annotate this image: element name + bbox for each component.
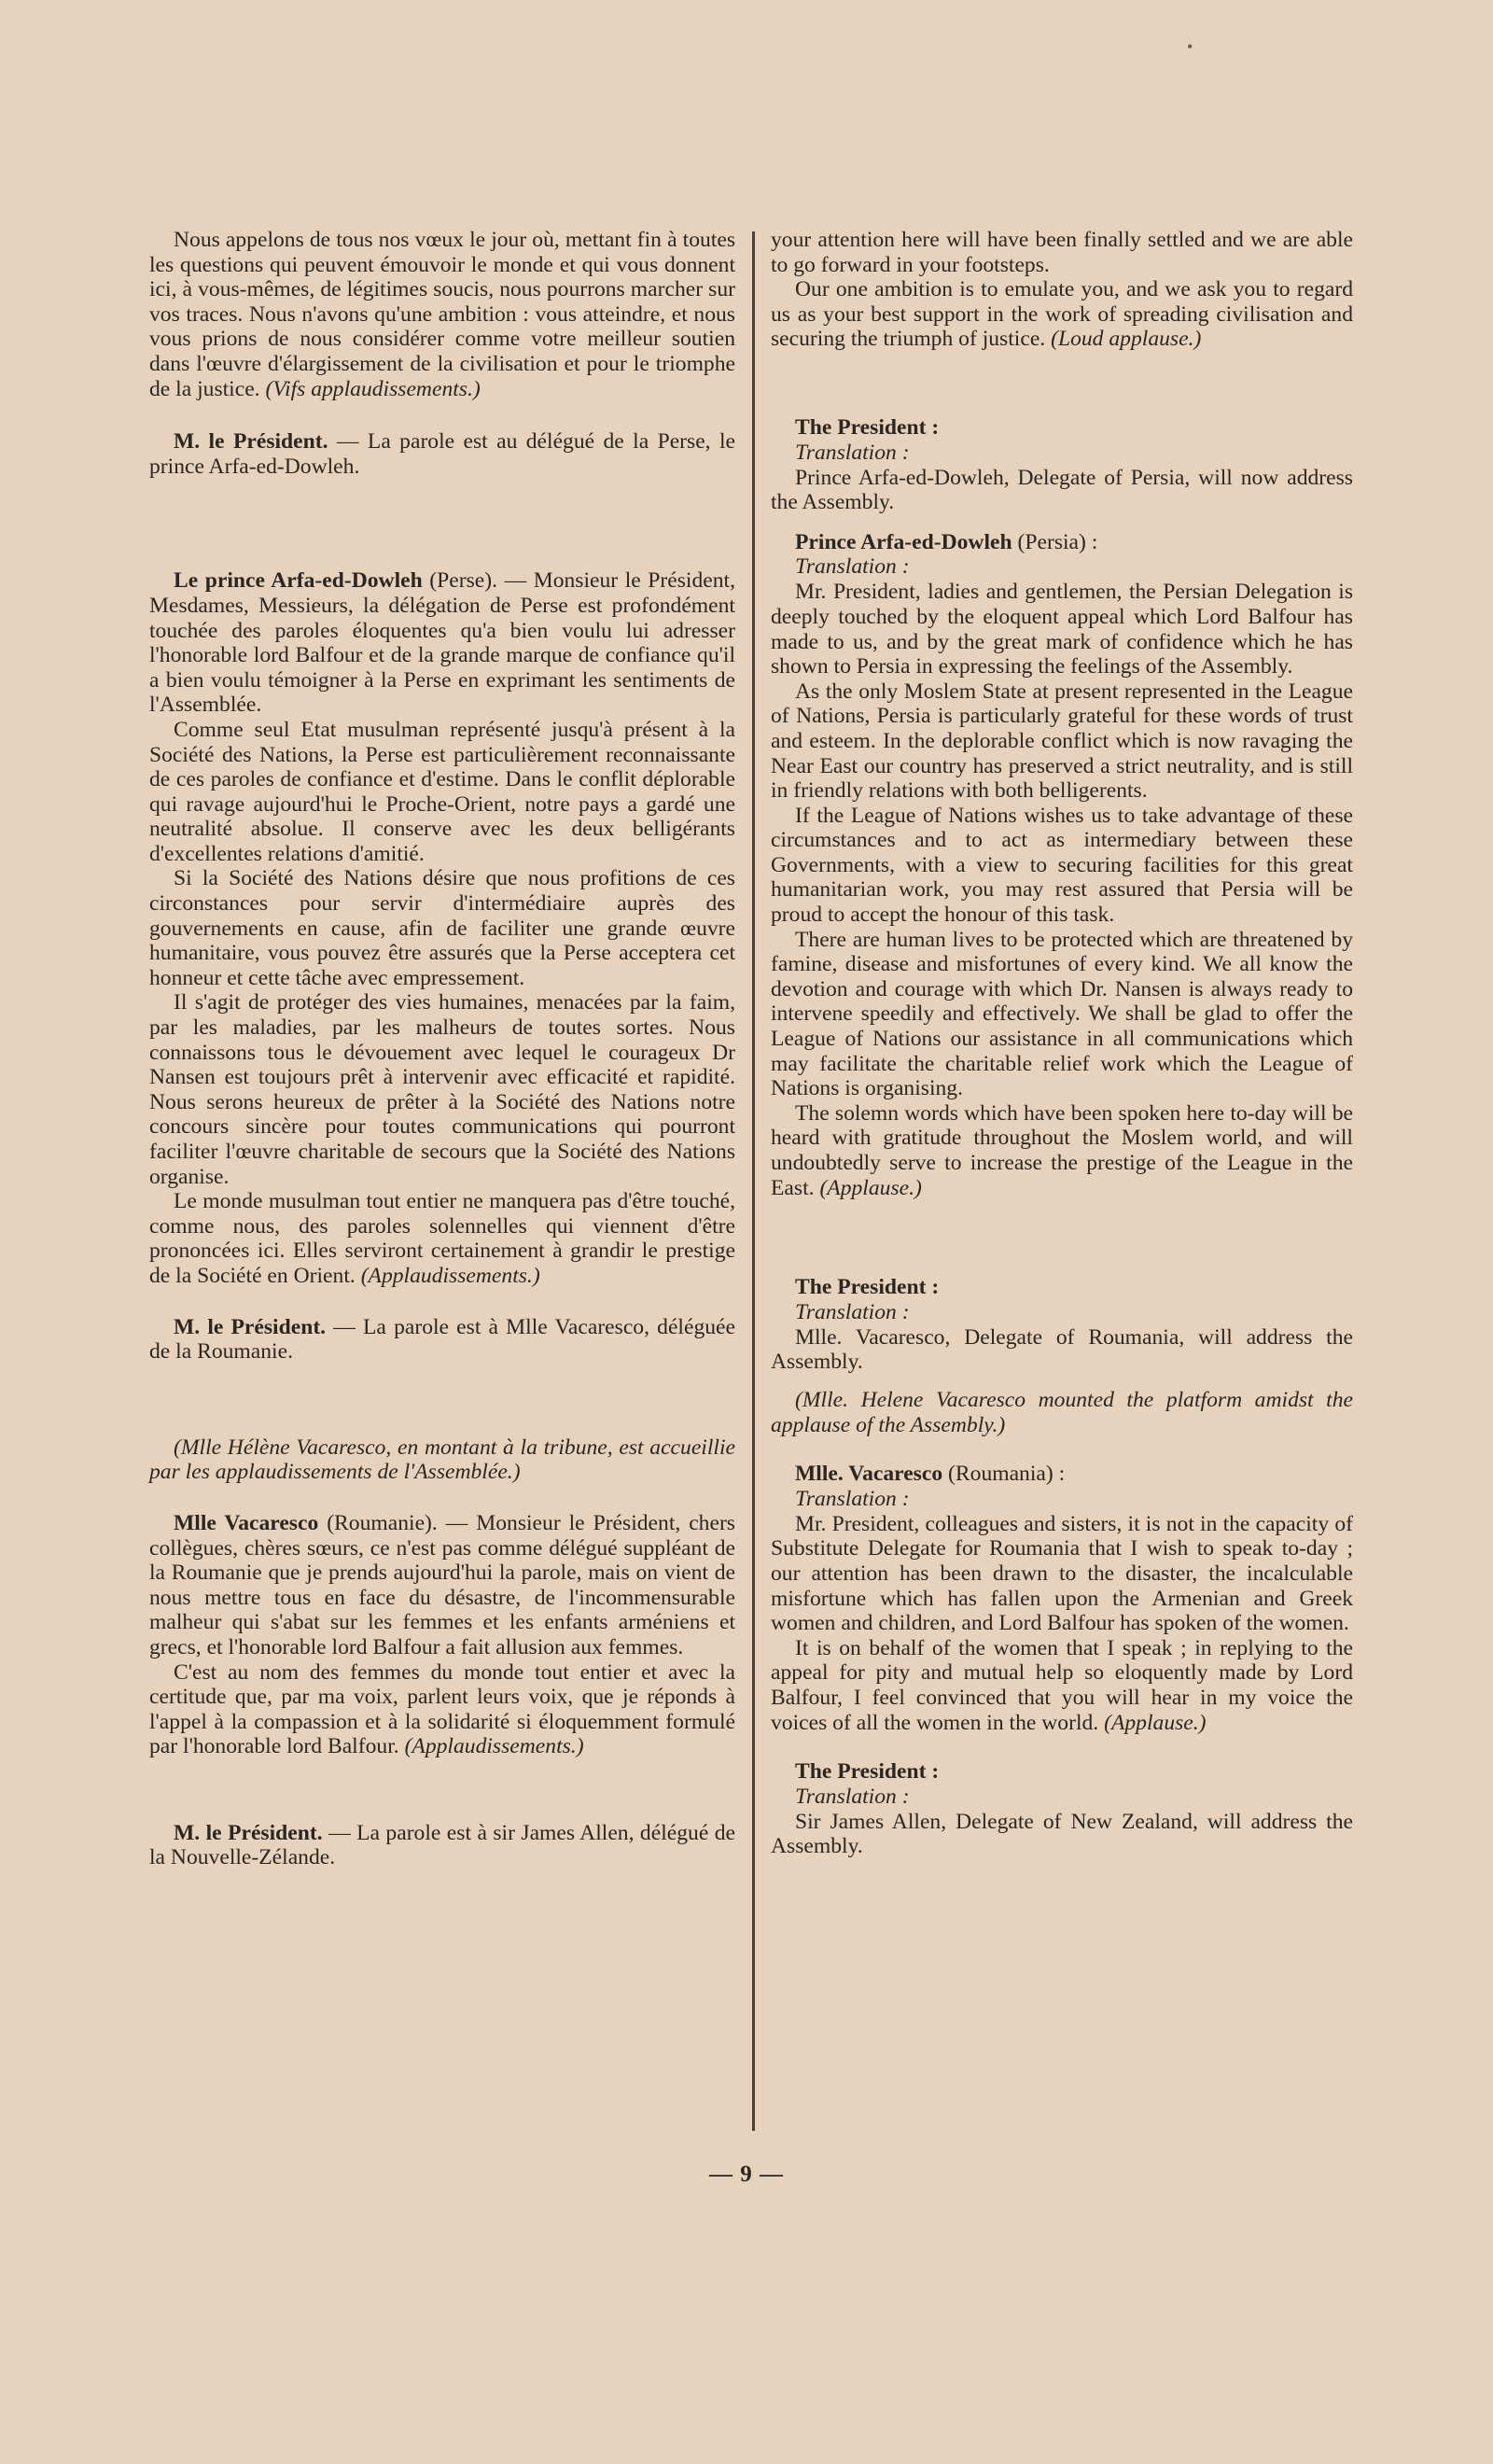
- fr-stage-direction-block: [149, 1435, 735, 1485]
- en-speech-paragraph: Mr. President, ladies and gentlemen, the Persian Delegation is deeply touched by the eloquent appeal which Lord Balfour has made to us, and by the great mark of confidence which he has shown to Persia in expressing the feelings of the Assembly.: [771, 580, 1353, 679]
- en-speaker: Prince Arfa-ed-Dowleh: [795, 529, 1012, 554]
- english-column: [771, 228, 1353, 1859]
- en-country: (Persia) :: [1017, 529, 1098, 554]
- en-speaker: The President :: [795, 1759, 940, 1785]
- en-speech-paragraph: There are human lives to be protected which are threatened by famine, disease and misfortunes of every kind. We all know the devotion and courage with which Dr. Nansen is always ready to intervene speedily and effectively. We shall be glad to offer the League of Nations our assistance in all communications which may facilitate the charitable relief work which the League of Nations is organising.: [771, 927, 1353, 1101]
- en-applause: (Applause.): [1104, 1710, 1207, 1735]
- en-speech-paragraph: The solemn words which have been spoken here to-day will be heard with gratitude throughout the Moslem world, and will undoubtedly serve to increase the prestige of the League in the East.: [771, 1100, 1353, 1200]
- fr-president-text: — La parole est au délégué de la Perse, le prince Arfa-ed-Dowleh.: [149, 429, 735, 479]
- en-paragraph-closing: [771, 228, 1353, 352]
- en-president-new-zealand: [771, 1759, 1353, 1859]
- en-speech-paragraph: If the League of Nations wishes us to take advantage of these circumstances and to act as intermediary between these Governments, with a view to securing facilities for this great humanitarian work, you may rest assured that Persia will be proud to accept the honour of this task.: [771, 803, 1353, 928]
- en-translation-label: Translation :: [795, 1486, 910, 1511]
- fr-speech-paragraph: Il s'agit de protéger des vies humaines, menacées par la faim, par les maladies, par les malheurs de toutes sortes. Nous connaissons tous le dévouement avec lequel le courageux Dr Nansen est toujours prêt à intervenir avec efficacité et rapidité. Nous serons heureux de prêter à la Société des Nations notre concours sincère pour toutes communications qui pourront faciliter l'œuvre charitable de secours que la Société des Nations organise.: [149, 990, 735, 1189]
- fr-president-text: — La parole est à Mlle Vacaresco, déléguée de la Roumanie.: [149, 1314, 735, 1365]
- fr-p1-text: Nous appelons de tous nos vœux le jour où, mettant fin à toutes les questions qui peuvent émouvoir le monde et qui vous donnent ici, à vous-mêmes, de légitimes soucis, nous pourrons marcher sur vos traces. Nous n'avons qu'une ambition : vous atteindre, et nous vous prions de nous considérer comme votre meilleur soutien dans l'œuvre d'élargissement de la civilisation et pour le triomphe de la justice.: [149, 228, 735, 401]
- en-president-text: Mlle. Vacaresco, Delegate of Roumania, will address the Assembly.: [771, 1324, 1353, 1375]
- fr-speech-text: (Perse). — Monsieur le Président, Mesdames, Messieurs, la délégation de Perse est profondément touchée des paroles éloquentes qu'a bien voulu lui adresser l'honorable lord Balfour et de la grande marque de confiance qu'il a bien voulu témoigner à la Perse en exprimant les sentiments de l'Assemblée.: [149, 568, 735, 718]
- en-stage-direction: (Mlle. Helene Vacaresco mounted the platform amidst the applause of the Assembly.): [771, 1387, 1353, 1437]
- en-president-roumania: [771, 1275, 1353, 1375]
- fr-applause: (Applaudissements.): [360, 1263, 540, 1288]
- fr-president-persia: [149, 429, 735, 479]
- fr-president-text: — La parole est à sir James Allen, délégué de la Nouvelle-Zélande.: [149, 1820, 735, 1870]
- en-p1-applause: (Loud applause.): [1051, 327, 1202, 352]
- fr-persia-speech: [149, 568, 735, 1288]
- en-translation-label: Translation :: [795, 1299, 910, 1324]
- en-president-text: Prince Arfa-ed-Dowleh, Delegate of Persia, will now address the Assembly.: [771, 465, 1353, 515]
- en-vacaresco-speech: [771, 1462, 1353, 1735]
- fr-p1-applause: (Vifs applaudissements.): [265, 376, 481, 401]
- en-country: (Roumania) :: [948, 1462, 1066, 1487]
- en-p1b-text: Our one ambition is to emulate you, and we ask you to regard us as your best support in the work of spreading civilisation and securing the triumph of justice.: [771, 277, 1353, 352]
- en-stage-direction-block: [771, 1388, 1353, 1437]
- en-speaker: The President :: [795, 1275, 940, 1300]
- en-translation-label: Translation :: [795, 440, 910, 465]
- fr-president-roumania: [149, 1315, 735, 1365]
- fr-speaker: M. le Président.: [174, 429, 328, 455]
- en-president-text: Sir James Allen, Delegate of New Zealand, will address the Assembly.: [771, 1809, 1353, 1859]
- en-applause: (Applause.): [819, 1175, 922, 1200]
- column-divider: [752, 231, 755, 2131]
- fr-speaker: Le prince Arfa-ed-Dowleh: [174, 568, 423, 594]
- en-persia-speech: [771, 530, 1353, 1200]
- french-column: [149, 228, 735, 1870]
- en-speech-paragraph: It is on behalf of the women that I speak ; in replying to the appeal for pity and mutual help so eloquently made by Lord Balfour, I feel convinced that you will hear in my voice the voices of all the women in the world.: [771, 1635, 1353, 1735]
- fr-speaker: M. le Président.: [174, 1820, 323, 1845]
- en-speech-paragraph: As the only Moslem State at present represented in the League of Nations, Persia is particularly grateful for these words of trust and esteem. In the deplorable conflict which is now ravaging the Near East our country has preserved a strict neutrality, and is still in friendly relations with both belligerents.: [771, 679, 1353, 804]
- fr-speech-paragraph: C'est au nom des femmes du monde tout entier et avec la certitude que, par ma voix, parlent leurs voix, que je réponds à l'appel à la compassion et à la solidarité si éloquemment formulé par l'honorable lord Balfour.: [149, 1659, 735, 1759]
- en-translation-label: Translation :: [795, 554, 910, 580]
- fr-vacaresco-speech: [149, 1511, 735, 1759]
- fr-stage-direction: (Mlle Hélène Vacaresco, en montant à la tribune, est accueillie par les applaudissements de l'Assemblée.): [149, 1435, 735, 1485]
- margin-mark: •: [1187, 37, 1193, 56]
- fr-speech-paragraph: Comme seul Etat musulman représenté jusqu'à présent à la Société des Nations, la Perse est particulièrement reconnaissante de ces paroles de confiance et d'estime. Dans le conflit déplorable qui ravage aujourd'hui le Proche-Orient, notre pays a gardé une neutralité absolue. Il conserve avec les deux belligérants d'excellentes relations d'amitié.: [149, 717, 735, 866]
- fr-speaker: Mlle Vacaresco: [174, 1510, 319, 1535]
- fr-speaker: M. le Président.: [174, 1314, 327, 1339]
- en-p1-text: your attention here will have been finally settled and we are able to go forward in your footsteps.: [771, 228, 1353, 277]
- en-speech-paragraph: Mr. President, colleagues and sisters, it is not in the capacity of Substitute Delegate for Roumania that I wish to speak to-day ; our attention has been drawn to the disaster, the incalculable misfortune which has fallen upon the Armenian and Greek women and children, and Lord Balfour has spoken of the women.: [771, 1511, 1353, 1636]
- fr-speech-text: (Roumanie). — Monsieur le Président, chers collègues, chères sœurs, ce n'est pas comme délégué suppléant de la Roumanie que je prends aujourd'hui la parole, mais on vient de nous mettre tous en face du désastre, de l'incommensurable malheur qui s'abat sur les femmes et les enfants arméniens et grecs, et l'honorable lord Balfour a fait allusion aux femmes.: [149, 1510, 735, 1659]
- fr-president-new-zealand: [149, 1821, 735, 1870]
- fr-speech-paragraph: Le monde musulman tout entier ne manquera pas d'être touché, comme nous, des paroles solennelles qui viennent d'être prononcées ici. Elles serviront certainement à grandir le prestige de la Société en Orient.: [149, 1189, 735, 1288]
- fr-paragraph-closing: [149, 228, 735, 401]
- en-president-persia: [771, 415, 1353, 515]
- fr-applause: (Applaudissements.): [404, 1734, 584, 1759]
- en-speaker: Mlle. Vacaresco: [795, 1462, 943, 1487]
- fr-speech-paragraph: Si la Société des Nations désire que nous profitions de ces circonstances pour servir d'intermédiaire auprès des gouvernements en cause, afin de faciliter une grande œuvre humanitaire, vous pouvez être assurés que la Perse acceptera cet honneur et cette tâche avec empressement.: [149, 866, 735, 990]
- en-speaker: The President :: [795, 414, 940, 440]
- page-number: — 9 —: [709, 2162, 784, 2187]
- en-translation-label: Translation :: [795, 1784, 910, 1809]
